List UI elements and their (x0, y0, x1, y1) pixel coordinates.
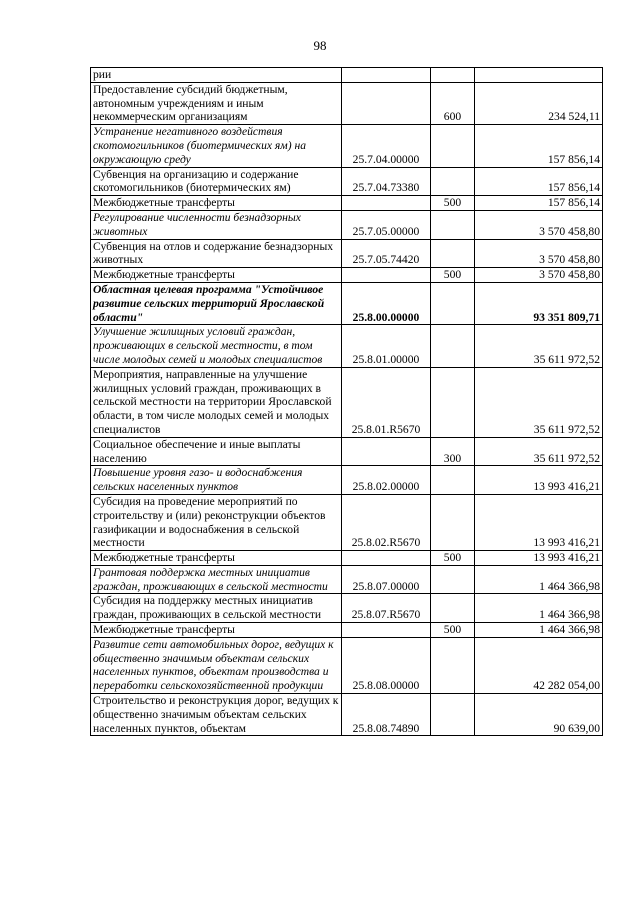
amount-cell: 157 856,14 (475, 167, 603, 196)
target-code-cell: 25.8.02.00000 (342, 466, 431, 495)
amount-cell: 90 639,00 (475, 694, 603, 736)
amount-cell: 13 993 416,21 (475, 551, 603, 566)
expense-type-cell (431, 239, 475, 268)
expense-type-cell (431, 466, 475, 495)
expense-type-cell (431, 325, 475, 367)
item-name-cell: Повышение уровня газо- и водоснабжения сельских населенных пунктов (91, 466, 342, 495)
amount-cell: 13 993 416,21 (475, 466, 603, 495)
amount-cell: 35 611 972,52 (475, 437, 603, 466)
page-number: 98 (313, 38, 327, 53)
target-code-cell: 25.8.01.00000 (342, 325, 431, 367)
budget-table (90, 67, 603, 736)
expense-type-cell (431, 167, 475, 196)
expense-type-cell (431, 637, 475, 693)
item-name-cell: рии (91, 68, 342, 83)
expense-type-cell (431, 565, 475, 594)
expense-type-cell (431, 125, 475, 167)
expense-type-cell (431, 68, 475, 83)
expense-type-cell (431, 210, 475, 239)
table-row (91, 268, 603, 283)
item-name-cell: Межбюджетные трансферты (91, 623, 342, 638)
table-row (91, 594, 603, 623)
item-name-cell: Регулирование численности безнадзорных животных (91, 210, 342, 239)
amount-cell: 35 611 972,52 (475, 325, 603, 367)
amount-cell: 157 856,14 (475, 196, 603, 211)
target-code-cell (342, 196, 431, 211)
table-row (91, 367, 603, 437)
expense-type-cell (431, 594, 475, 623)
table-row (91, 551, 603, 566)
expense-type-cell: 600 (431, 82, 475, 124)
target-code-cell: 25.8.07.R5670 (342, 594, 431, 623)
target-code-cell (342, 551, 431, 566)
item-name-cell: Межбюджетные трансферты (91, 196, 342, 211)
target-code-cell: 25.8.07.00000 (342, 565, 431, 594)
expense-type-cell (431, 494, 475, 550)
table-row (91, 325, 603, 367)
amount-cell: 157 856,14 (475, 125, 603, 167)
table-row (91, 623, 603, 638)
item-name-cell: Устранение негативного воздействия скотомогильников (биотермических ям) на окружающую среду (91, 125, 342, 167)
table-row (91, 694, 603, 736)
expense-type-cell: 500 (431, 196, 475, 211)
amount-cell: 93 351 809,71 (475, 282, 603, 324)
amount-cell: 13 993 416,21 (475, 494, 603, 550)
item-name-cell: Предоставление субсидий бюджетным, автономным учреждениям и иным некоммерческим организациям (91, 82, 342, 124)
target-code-cell: 25.7.05.74420 (342, 239, 431, 268)
item-name-cell: Грантовая поддержка местных инициатив граждан, проживающих в сельской местности (91, 565, 342, 594)
expense-type-cell: 500 (431, 623, 475, 638)
amount-cell: 1 464 366,98 (475, 594, 603, 623)
table-row (91, 494, 603, 550)
item-name-cell: Областная целевая программа "Устойчивое развитие сельских территорий Ярославской области" (91, 282, 342, 324)
target-code-cell (342, 68, 431, 83)
table-row (91, 466, 603, 495)
item-name-cell: Строительство и реконструкция дорог, ведущих к общественно значимым объектам сельских населенных пунктов, объектам (91, 694, 342, 736)
target-code-cell: 25.8.08.00000 (342, 637, 431, 693)
target-code-cell: 25.8.00.00000 (342, 282, 431, 324)
item-name-cell: Субвенция на отлов и содержание безнадзорных животных (91, 239, 342, 268)
expense-type-cell (431, 282, 475, 324)
amount-cell: 1 464 366,98 (475, 623, 603, 638)
budget-table-body (91, 68, 603, 736)
expense-type-cell (431, 367, 475, 437)
item-name-cell: Социальное обеспечение и иные выплаты населению (91, 437, 342, 466)
amount-cell: 3 570 458,80 (475, 239, 603, 268)
amount-cell: 234 524,11 (475, 82, 603, 124)
target-code-cell: 25.7.04.73380 (342, 167, 431, 196)
amount-cell: 42 282 054,00 (475, 637, 603, 693)
table-row (91, 82, 603, 124)
table-row (91, 637, 603, 693)
expense-type-cell: 500 (431, 268, 475, 283)
target-code-cell (342, 268, 431, 283)
table-row (91, 565, 603, 594)
expense-type-cell: 500 (431, 551, 475, 566)
table-row (91, 210, 603, 239)
target-code-cell: 25.7.05.00000 (342, 210, 431, 239)
item-name-cell: Межбюджетные трансферты (91, 268, 342, 283)
table-row (91, 196, 603, 211)
target-code-cell (342, 623, 431, 638)
amount-cell (475, 68, 603, 83)
item-name-cell: Улучшение жилищных условий граждан, проживающих в сельской местности, в том числе молодых семей и молодых специалистов (91, 325, 342, 367)
target-code-cell: 25.8.08.74890 (342, 694, 431, 736)
item-name-cell: Развитие сети автомобильных дорог, ведущих к общественно значимым объектам сельских населенных пунктов, объектам производства и переработки сельскохозяйственной продукции (91, 637, 342, 693)
item-name-cell: Субсидия на проведение мероприятий по строительству и (или) реконструкции объектов газификации и водоснабжения в сельской местности (91, 494, 342, 550)
target-code-cell: 25.7.04.00000 (342, 125, 431, 167)
expense-type-cell (431, 694, 475, 736)
amount-cell: 1 464 366,98 (475, 565, 603, 594)
item-name-cell: Субвенция на организацию и содержание скотомогильников (биотермических ям) (91, 167, 342, 196)
target-code-cell (342, 437, 431, 466)
amount-cell: 35 611 972,52 (475, 367, 603, 437)
item-name-cell: Субсидия на поддержку местных инициатив граждан, проживающих в сельской местности (91, 594, 342, 623)
table-row (91, 167, 603, 196)
table-row (91, 68, 603, 83)
expense-type-cell: 300 (431, 437, 475, 466)
table-row (91, 437, 603, 466)
amount-cell: 3 570 458,80 (475, 268, 603, 283)
table-row (91, 239, 603, 268)
target-code-cell: 25.8.02.R5670 (342, 494, 431, 550)
target-code-cell (342, 82, 431, 124)
item-name-cell: Мероприятия, направленные на улучшение жилищных условий граждан, проживающих в сельской местности на территории Ярославской области, в том числе молодых семей и молодых специалистов (91, 367, 342, 437)
table-row (91, 125, 603, 167)
item-name-cell: Межбюджетные трансферты (91, 551, 342, 566)
target-code-cell: 25.8.01.R5670 (342, 367, 431, 437)
table-row (91, 282, 603, 324)
amount-cell: 3 570 458,80 (475, 210, 603, 239)
